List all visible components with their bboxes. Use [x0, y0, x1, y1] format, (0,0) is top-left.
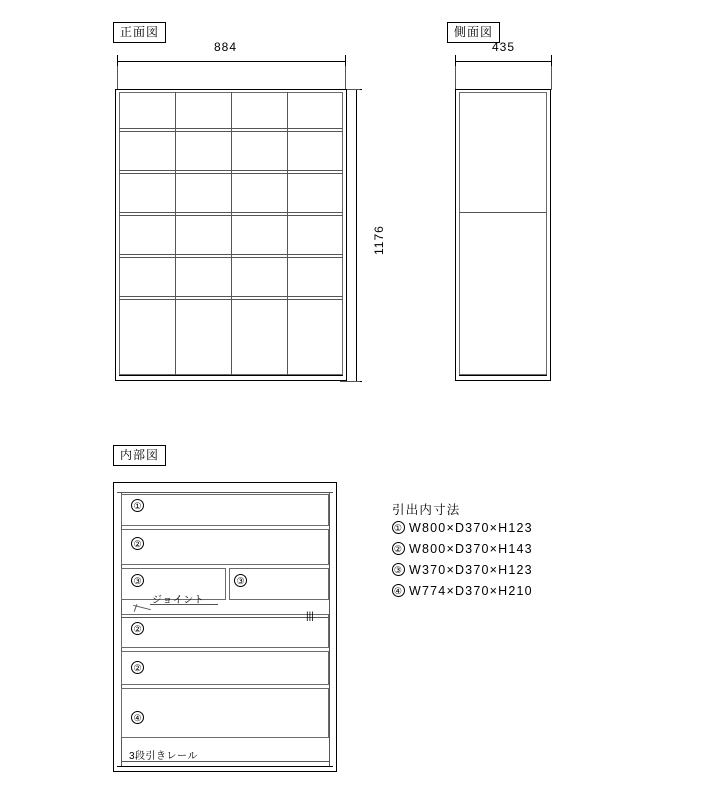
front-shelf-3b	[119, 215, 343, 216]
side-depth-label: 435	[492, 40, 516, 54]
legend-text-1: W800×D370×H123	[409, 521, 533, 535]
legend-text-4: W774×D370×H210	[409, 584, 533, 598]
front-height-ext-bottom	[340, 381, 360, 382]
inner-bottom-rail	[121, 761, 329, 762]
legend-mark-3: ③	[393, 565, 404, 575]
front-width-ext-right	[345, 66, 346, 90]
inner-view-title: 内部図	[113, 445, 166, 466]
legend-title: 引出内寸法	[392, 503, 461, 517]
legend-item-2	[392, 542, 533, 556]
inner-drawer-mark-1: ①	[131, 499, 144, 512]
front-shelf-4	[119, 254, 343, 255]
legend-mark-2: ②	[393, 544, 404, 554]
legend-item-3	[392, 563, 533, 577]
side-base-line	[459, 375, 547, 376]
front-shelf-1	[119, 128, 343, 129]
side-view-title: 側面図	[447, 22, 500, 43]
front-shelf-2b	[119, 173, 343, 174]
side-depth-ext-right	[551, 66, 552, 90]
front-width-dim-line	[117, 61, 345, 62]
inner-drawer-4-top-edge	[121, 617, 329, 618]
legend-text-2: W800×D370×H143	[409, 542, 533, 556]
inner-base-line	[117, 766, 333, 767]
front-shelf-4b	[119, 257, 343, 258]
side-depth-ext-left	[455, 66, 456, 90]
drawer-gap-marks: |||	[306, 611, 314, 622]
inner-drawer-6	[121, 688, 329, 738]
front-view-title: 正面図	[113, 22, 166, 43]
legend-mark-1: ①	[393, 523, 404, 533]
inner-drawer-2	[121, 529, 329, 565]
inner-drawer-mark-6: ④	[131, 711, 144, 724]
inner-drawer-4	[121, 614, 329, 648]
joint-label: ジョイント	[152, 595, 205, 606]
side-depth-dim-line	[455, 61, 551, 62]
front-divider-v-2	[231, 92, 232, 375]
front-height-label: 1176	[372, 225, 386, 255]
inner-side-right	[329, 492, 330, 766]
legend-item-4	[392, 584, 533, 598]
inner-drawer-mark-2: ②	[131, 537, 144, 550]
front-width-ext-left	[117, 66, 118, 90]
joint-underline	[150, 604, 218, 605]
front-shelf-1b	[119, 131, 343, 132]
front-height-dim-line	[356, 89, 357, 381]
front-divider-v-3	[287, 92, 288, 375]
inner-drawer-mark-3-left: ③	[131, 574, 144, 587]
front-shelf-2	[119, 170, 343, 171]
inner-drawer-mark-5: ②	[131, 661, 144, 674]
front-divider-v-1	[175, 92, 176, 375]
inner-drawer-1	[121, 494, 329, 526]
front-shelf-5b	[119, 299, 343, 300]
side-cabinet-inner-outline	[459, 92, 547, 375]
inner-top-rail	[117, 492, 333, 493]
inner-drawer-mark-4: ②	[131, 622, 144, 635]
front-shelf-5	[119, 296, 343, 297]
front-base-line	[119, 375, 343, 376]
inner-drawer-mark-3-right: ③	[234, 574, 247, 587]
legend-text-3: W370×D370×H123	[409, 563, 533, 577]
legend-item-1	[392, 521, 533, 535]
front-width-label: 884	[214, 40, 238, 54]
rail-label: 3段引きレール	[129, 751, 198, 762]
inner-drawer-5	[121, 651, 329, 685]
side-mid-line	[459, 212, 547, 213]
legend-mark-4: ④	[393, 586, 404, 596]
front-shelf-3	[119, 212, 343, 213]
